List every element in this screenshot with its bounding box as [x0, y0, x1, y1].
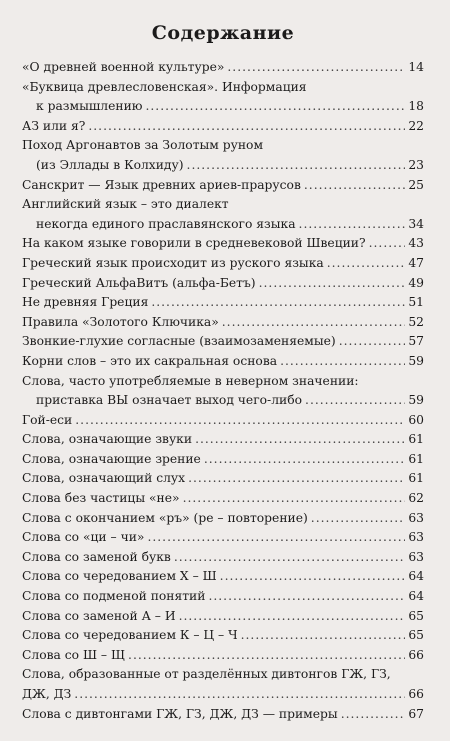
toc-entry — [22, 587, 424, 607]
toc-page-number: 49 — [408, 275, 424, 290]
dot-leader — [195, 430, 405, 450]
dot-leader — [74, 685, 405, 705]
toc-page-number: 67 — [408, 706, 424, 721]
toc-page-number: 52 — [408, 314, 424, 329]
toc-entry — [22, 665, 424, 704]
toc-page-number: 59 — [408, 353, 424, 368]
toc-entry — [22, 58, 424, 78]
toc-entry-title: Слова, означающий слух — [22, 471, 186, 486]
toc-page-number: 60 — [408, 412, 424, 427]
toc-entry-row — [22, 705, 424, 725]
dot-leader — [128, 646, 405, 666]
toc-entry-title-line: Поход Аргонавтов за Золотым руном — [22, 138, 264, 153]
toc-page-number: 66 — [408, 647, 424, 662]
toc-entry-row — [22, 254, 424, 274]
toc-entry — [22, 705, 424, 725]
toc-entry-row — [22, 685, 424, 705]
dot-leader — [327, 254, 406, 274]
toc-entry-row — [22, 391, 424, 411]
toc-entry-row — [22, 626, 424, 646]
toc-entry-title-line: Слова, образованные от разделённых дивтонгов ГЖ, ГЗ, — [22, 667, 391, 682]
toc-entry — [22, 78, 424, 117]
dot-leader — [241, 626, 406, 646]
toc-entry-title: Правила «Золотого Ключика» — [22, 314, 219, 329]
toc-entry-title: к размышлению — [36, 99, 143, 114]
toc-entry — [22, 117, 424, 137]
dot-leader — [341, 705, 406, 725]
toc-entry — [22, 450, 424, 470]
toc-page-number: 65 — [408, 608, 424, 623]
toc-entry-row — [22, 234, 424, 254]
toc-entry-title: Слова с окончанием «ръ» (ре – повторение) — [22, 510, 308, 525]
toc-entry-row — [22, 489, 424, 509]
toc-page-number: 61 — [408, 471, 424, 486]
dot-leader — [304, 176, 405, 196]
toc-page-number: 34 — [408, 216, 424, 231]
toc-entry-row — [22, 156, 424, 176]
toc-entry — [22, 509, 424, 529]
toc-page-number: 63 — [408, 510, 424, 525]
dot-leader — [208, 587, 405, 607]
toc-entry — [22, 372, 424, 411]
toc-page-number: 61 — [408, 432, 424, 447]
toc-page-number: 62 — [408, 491, 424, 506]
dot-leader — [179, 607, 406, 627]
toc-page-number: 23 — [408, 157, 424, 172]
toc-entry-row — [22, 176, 424, 196]
page-title: Содержание — [151, 22, 295, 44]
toc-entry-title: Не древняя Греция — [22, 295, 149, 310]
dot-leader — [147, 528, 405, 548]
toc-entry-title: АЗ или я? — [22, 118, 86, 133]
toc-page-number: 25 — [408, 177, 424, 192]
toc-entry-title: Звонкие-глухие согласные (взаимозаменяемые) — [22, 334, 336, 349]
toc-entry-title: ДЖ, ДЗ — [22, 687, 72, 701]
table-of-contents — [22, 58, 424, 724]
toc-page-number: 22 — [408, 118, 424, 133]
toc-page-number: 61 — [408, 451, 424, 466]
toc-entry-row — [22, 97, 424, 117]
toc-entry — [22, 469, 424, 489]
toc-entry — [22, 528, 424, 548]
toc-page-number: 59 — [408, 393, 424, 408]
toc-entry — [22, 293, 424, 313]
toc-entry — [22, 607, 424, 627]
dot-leader — [222, 313, 406, 333]
toc-entry-row — [22, 332, 424, 352]
dot-leader — [188, 469, 405, 489]
toc-page-number: 64 — [408, 589, 424, 604]
dot-leader — [280, 352, 405, 372]
toc-page-number: 47 — [408, 255, 424, 270]
toc-page-number: 57 — [408, 334, 424, 349]
toc-entry-row — [22, 58, 424, 78]
toc-entry-title: Греческий АльфаВитъ (альфа-Бетъ) — [22, 275, 256, 290]
toc-entry-title: Санскрит — Язык древних ариев-прарусов — [22, 177, 301, 192]
toc-entry-title: Слова со Ш – Щ — [22, 647, 126, 662]
toc-entry — [22, 176, 424, 196]
toc-entry-row — [22, 313, 424, 333]
dot-leader — [339, 332, 406, 352]
dot-leader — [227, 58, 405, 78]
toc-entry-title: Слова со заменой букв — [22, 549, 171, 564]
toc-entry — [22, 411, 424, 431]
dot-leader — [259, 274, 406, 294]
toc-entry — [22, 195, 424, 234]
toc-entry-row — [22, 528, 424, 548]
toc-entry-row — [22, 646, 424, 666]
toc-entry — [22, 136, 424, 175]
toc-entry-row — [22, 587, 424, 607]
dot-leader — [305, 391, 405, 411]
toc-entry — [22, 313, 424, 333]
toc-entry-row — [22, 450, 424, 470]
toc-entry-title: Слова со чередованием Х – Ш — [22, 569, 217, 584]
toc-entry-title: Греческий язык происходит из руского языка — [22, 255, 324, 270]
dot-leader — [299, 215, 406, 235]
toc-entry-title-line: «Буквица древлесловенская». Информация — [22, 79, 307, 94]
toc-entry-title: Слова с дивтонгами ГЖ, ГЗ, ДЖ, ДЗ — примеры — [22, 706, 338, 721]
toc-entry — [22, 646, 424, 666]
toc-entry — [22, 567, 424, 587]
toc-entry — [22, 234, 424, 254]
toc-entry-title: Слова со заменой А – И — [22, 608, 176, 623]
dot-leader — [151, 293, 405, 313]
toc-entry-title: Слова со подменой понятий — [22, 589, 206, 604]
toc-page-number: 14 — [408, 60, 424, 74]
toc-entry-title: некогда единого праславянского языка — [36, 216, 296, 231]
dot-leader — [88, 117, 405, 137]
toc-entry-title: Слова, означающие звуки — [22, 432, 193, 447]
toc-entry-title-line: Слова, часто употребляемые в неверном значении: — [22, 373, 359, 388]
toc-entry — [22, 430, 424, 450]
toc-entry-title: Слова без частицы «не» — [22, 491, 180, 506]
toc-entry — [22, 352, 424, 372]
toc-entry — [22, 274, 424, 294]
toc-entry — [22, 626, 424, 646]
toc-entry-row — [22, 293, 424, 313]
dot-leader — [174, 548, 406, 568]
toc-entry — [22, 548, 424, 568]
toc-page-number: 63 — [408, 530, 424, 545]
toc-entry-row — [22, 548, 424, 568]
toc-entry-title: Гой-еси — [22, 412, 73, 427]
toc-page-number: 43 — [408, 236, 424, 251]
toc-page-number: 63 — [408, 549, 424, 564]
toc-entry-row — [22, 215, 424, 235]
toc-entry-title: Слова со чередованием К – Ц – Ч — [22, 628, 238, 643]
toc-entry-title: приставка ВЫ означает выход чего-либо — [36, 393, 303, 408]
dot-leader — [369, 234, 406, 254]
toc-entry-title: На каком языке говорили в средневековой Швеции? — [22, 236, 366, 251]
toc-entry — [22, 254, 424, 274]
dot-leader — [204, 450, 406, 470]
dot-leader — [187, 156, 406, 176]
toc-entry-row — [22, 117, 424, 137]
toc-entry-title: (из Эллады в Колхиду) — [36, 157, 184, 172]
toc-entry-title: «О древней военной культуре» — [22, 60, 225, 74]
toc-page-number: 51 — [408, 295, 424, 310]
toc-entry-title: Слова, означающие зрение — [22, 451, 201, 466]
toc-entry-row — [22, 274, 424, 294]
toc-entry-title: Слова со «ци – чи» — [22, 530, 145, 545]
dot-leader — [145, 97, 405, 117]
toc-entry-row — [22, 509, 424, 529]
toc-entry — [22, 332, 424, 352]
dot-leader — [183, 489, 406, 509]
toc-page-number: 18 — [408, 99, 424, 114]
toc-entry-row — [22, 352, 424, 372]
toc-page-number: 65 — [408, 628, 424, 643]
toc-page-number: 64 — [408, 569, 424, 584]
toc-entry-title: Корни слов – это их сакральная основа — [22, 353, 278, 368]
toc-entry — [22, 489, 424, 509]
toc-entry-row — [22, 469, 424, 489]
dot-leader — [311, 509, 406, 529]
toc-page-number: 66 — [408, 687, 424, 701]
dot-leader — [75, 411, 405, 431]
toc-entry-row — [22, 567, 424, 587]
toc-entry-row — [22, 411, 424, 431]
toc-entry-title-line: Английский язык – это диалект — [22, 197, 229, 212]
dot-leader — [220, 567, 406, 587]
toc-entry-row — [22, 430, 424, 450]
toc-entry-row — [22, 607, 424, 627]
